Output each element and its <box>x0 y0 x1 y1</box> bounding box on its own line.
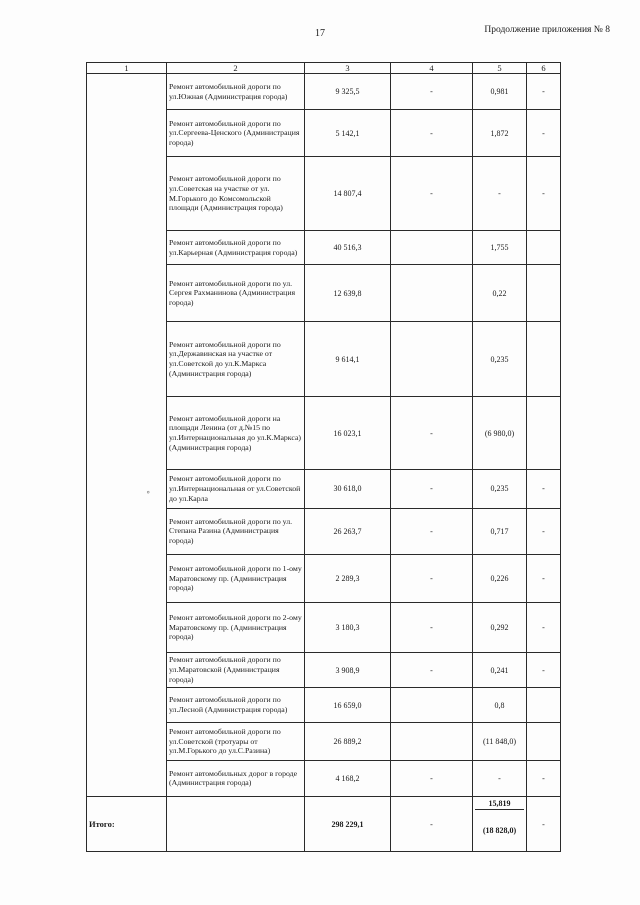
row-col3: 40 516,3 <box>305 231 391 265</box>
total-col6: - <box>527 797 561 852</box>
row-col4: - <box>391 555 473 603</box>
row-col6: - <box>527 110 561 157</box>
row-col3: 9 614,1 <box>305 322 391 397</box>
row-col6 <box>527 687 561 722</box>
row-col5: 0,8 <box>473 687 527 722</box>
row-col3: 3 908,9 <box>305 653 391 687</box>
row-col5: 0,717 <box>473 508 527 555</box>
row-col3: 5 142,1 <box>305 110 391 157</box>
row-description: Ремонт автомобильной дороги по ул.Лесной (Администрация города) <box>167 687 305 722</box>
total-col4: - <box>391 797 473 852</box>
row-col5: - <box>473 760 527 796</box>
row-col4: - <box>391 508 473 555</box>
row-description: Ремонт автомобильной дороги по ул.Южная (Администрация города) <box>167 74 305 110</box>
row-col6: - <box>527 760 561 796</box>
row-col3: 3 180,3 <box>305 602 391 653</box>
row-col5: 0,292 <box>473 602 527 653</box>
row-description: Ремонт автомобильной дороги по ул. Степана Разина (Администрация города) <box>167 508 305 555</box>
col-header-4: 4 <box>391 63 473 74</box>
row-col3: 4 168,2 <box>305 760 391 796</box>
row-description: Ремонт автомобильной дороги на площади Ленина (от д.№15 по ул.Интернациональная до ул.К.Маркса) (Администрация города) <box>167 397 305 470</box>
row-col6: - <box>527 555 561 603</box>
row-description: Ремонт автомобильной дороги по ул.Карьерная (Администрация города) <box>167 231 305 265</box>
row-description: Ремонт автомобильной дороги по ул.Державинская на участке от ул.Советской до ул.К.Маркса (Администрация города) <box>167 322 305 397</box>
row-col4: - <box>391 602 473 653</box>
row-col4: - <box>391 397 473 470</box>
row-col3: 14 807,4 <box>305 157 391 231</box>
row-col5: 0,226 <box>473 555 527 603</box>
appendix-table <box>86 62 561 852</box>
row-col6 <box>527 723 561 760</box>
total-row <box>87 797 561 852</box>
row-description: Ремонт автомобильных дорог в городе (Администрация города) <box>167 760 305 796</box>
row-col3: 2 289,3 <box>305 555 391 603</box>
row-col4: - <box>391 760 473 796</box>
row-description: Ремонт автомобильной дороги по 1-ому Маратовскому пр. (Администрация города) <box>167 555 305 603</box>
row-description: Ремонт автомобильной дороги по 2-ому Маратовскому пр. (Администрация города) <box>167 602 305 653</box>
total-col5-area: (18 828,0) <box>482 826 517 836</box>
merged-col1-cell <box>87 74 167 797</box>
row-col6 <box>527 397 561 470</box>
col-header-6: 6 <box>527 63 561 74</box>
row-col6: - <box>527 653 561 687</box>
row-col5: 0,235 <box>473 470 527 508</box>
page-number: 17 <box>315 28 325 39</box>
col-header-3: 3 <box>305 63 391 74</box>
row-col5: 0,235 <box>473 322 527 397</box>
row-col3: 12 639,8 <box>305 265 391 322</box>
row-col6: - <box>527 470 561 508</box>
row-description: Ремонт автомобильной дороги по ул. Сергея Рахманинова (Администрация города) <box>167 265 305 322</box>
row-col6: - <box>527 508 561 555</box>
row-col5: - <box>473 157 527 231</box>
row-col6: - <box>527 157 561 231</box>
col-header-5: 5 <box>473 63 527 74</box>
row-col4 <box>391 723 473 760</box>
row-col6: - <box>527 602 561 653</box>
total-label: Итого: <box>87 797 167 852</box>
row-col4 <box>391 231 473 265</box>
scan-speck: ∘ <box>146 487 151 497</box>
row-col3: 16 023,1 <box>305 397 391 470</box>
total-col5-length: 15,819 <box>475 797 524 810</box>
row-col3: 30 618,0 <box>305 470 391 508</box>
row-col5: 1,755 <box>473 231 527 265</box>
row-col4 <box>391 687 473 722</box>
row-description: Ремонт автомобильной дороги по ул.Маратовской (Администрация города) <box>167 653 305 687</box>
row-description: Ремонт автомобильной дороги по ул.Советская на участке от ул. М.Горького до Комсомольской площади (Администрация города) <box>167 157 305 231</box>
row-col5: 0,981 <box>473 74 527 110</box>
row-col4: - <box>391 470 473 508</box>
row-col4: - <box>391 653 473 687</box>
column-number-row <box>87 63 561 74</box>
row-description: Ремонт автомобильной дороги по ул.Советской (тротуары от ул.М.Горького до ул.С.Разина) <box>167 723 305 760</box>
row-col5: 1,872 <box>473 110 527 157</box>
total-desc-empty <box>167 797 305 852</box>
table-row <box>87 74 561 110</box>
continuation-label: Продолжение приложения № 8 <box>484 25 610 35</box>
row-col4: - <box>391 157 473 231</box>
row-col5: 0,241 <box>473 653 527 687</box>
col-header-1: 1 <box>87 63 167 74</box>
row-col5: (6 980,0) <box>473 397 527 470</box>
row-col3: 26 889,2 <box>305 723 391 760</box>
total-col5 <box>473 797 527 852</box>
row-col4 <box>391 265 473 322</box>
row-col5: (11 848,0) <box>473 723 527 760</box>
row-col6 <box>527 231 561 265</box>
row-col3: 16 659,0 <box>305 687 391 722</box>
row-col6 <box>527 265 561 322</box>
row-col5: 0,22 <box>473 265 527 322</box>
row-description: Ремонт автомобильной дороги по ул.Сергеева-Ценского (Администрация города) <box>167 110 305 157</box>
row-col4: - <box>391 74 473 110</box>
row-col4 <box>391 322 473 397</box>
row-col6 <box>527 322 561 397</box>
row-description: Ремонт автомобильной дороги по ул.Интернациональная от ул.Советской до ул.Карла <box>167 470 305 508</box>
row-col3: 9 325,5 <box>305 74 391 110</box>
row-col3: 26 263,7 <box>305 508 391 555</box>
row-col4: - <box>391 110 473 157</box>
total-col3: 298 229,1 <box>305 797 391 852</box>
row-col6: - <box>527 74 561 110</box>
col-header-2: 2 <box>167 63 305 74</box>
